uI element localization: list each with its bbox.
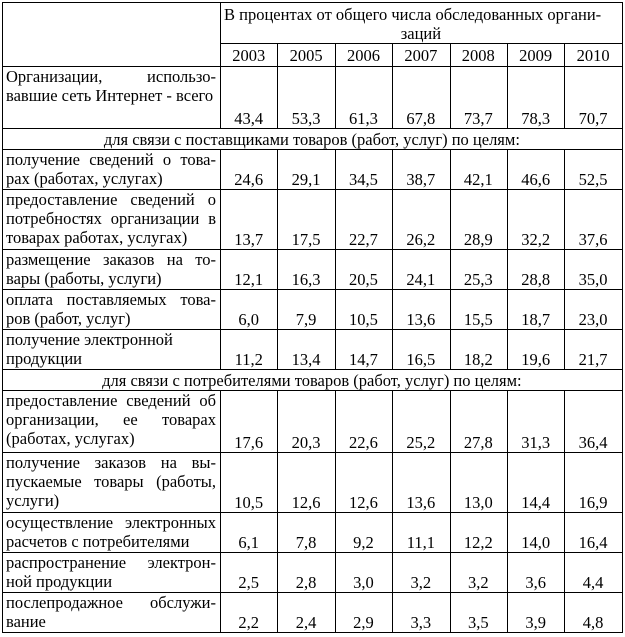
- cell-value: 10,5: [221, 453, 278, 513]
- cell-value: 3,6: [507, 553, 564, 593]
- cell-value: 16,9: [565, 453, 622, 513]
- row-label: получение сведений о това-рах (работах, услугах): [3, 150, 221, 190]
- section-heading-row: [3, 370, 623, 391]
- section-heading-row: [3, 129, 623, 150]
- cell-value: 3,5: [450, 593, 507, 633]
- table-row: [3, 290, 623, 330]
- cell-value: 6,1: [221, 513, 278, 553]
- row-label: осуществление электронных расчетов с потребителями: [3, 513, 221, 553]
- year-header: 2006: [335, 44, 392, 67]
- section-title-suppliers: для связи с поставщиками товаров (работ, услуг) по целям:: [3, 129, 623, 150]
- cell-value: 24,1: [393, 250, 450, 290]
- cell-value: 26,2: [393, 190, 450, 250]
- cell-value: 3,3: [393, 593, 450, 633]
- cell-value: 12,6: [278, 453, 335, 513]
- internet-usage-table: [2, 2, 623, 633]
- section-title-consumers: для связи с потребителями товаров (работ, услуг) по целям:: [3, 370, 623, 391]
- cell-value: 2,2: [221, 593, 278, 633]
- cell-value: 15,5: [450, 290, 507, 330]
- cell-value: 38,7: [393, 150, 450, 190]
- cell-value: 11,1: [393, 513, 450, 553]
- cell-value: 67,8: [393, 67, 450, 129]
- cell-value: 14,4: [507, 453, 564, 513]
- cell-value: 78,3: [507, 67, 564, 129]
- cell-value: 18,7: [507, 290, 564, 330]
- cell-value: 14,7: [335, 330, 392, 370]
- table-row: [3, 593, 623, 633]
- year-header: 2008: [450, 44, 507, 67]
- cell-value: 4,4: [565, 553, 622, 593]
- cell-value: 28,9: [450, 190, 507, 250]
- cell-value: 42,1: [450, 150, 507, 190]
- cell-value: 11,2: [221, 330, 278, 370]
- cell-value: 2,4: [278, 593, 335, 633]
- header-caption: [221, 3, 623, 44]
- cell-value: 7,8: [278, 513, 335, 553]
- cell-value: 3,0: [335, 553, 392, 593]
- cell-value: 12,2: [450, 513, 507, 553]
- table-row: [3, 391, 623, 453]
- cell-value: 23,0: [565, 290, 622, 330]
- cell-value: 7,9: [278, 290, 335, 330]
- cell-value: 16,3: [278, 250, 335, 290]
- cell-value: 52,5: [565, 150, 622, 190]
- table-row: [3, 190, 623, 250]
- cell-value: 4,8: [565, 593, 622, 633]
- cell-value: 16,4: [565, 513, 622, 553]
- table-row: [3, 330, 623, 370]
- cell-value: 12,1: [221, 250, 278, 290]
- cell-value: 19,6: [507, 330, 564, 370]
- cell-value: 3,9: [507, 593, 564, 633]
- cell-value: 13,0: [450, 453, 507, 513]
- table-row: [3, 150, 623, 190]
- header-caption-line2: заций: [400, 24, 442, 43]
- cell-value: 10,5: [335, 290, 392, 330]
- cell-value: 2,9: [335, 593, 392, 633]
- cell-value: 31,3: [507, 391, 564, 453]
- header-row: [3, 3, 623, 44]
- cell-value: 36,4: [565, 391, 622, 453]
- header-caption-line1: В процентах от общего числа обследованных органи-: [224, 5, 602, 24]
- cell-value: 12,6: [335, 453, 392, 513]
- cell-value: 53,3: [278, 67, 335, 129]
- cell-value: 35,0: [565, 250, 622, 290]
- row-label: предоставление сведений о потребностях организации в товарах работах, услугах): [3, 190, 221, 250]
- cell-value: 16,5: [393, 330, 450, 370]
- cell-value: 28,8: [507, 250, 564, 290]
- year-header: 2005: [278, 44, 335, 67]
- cell-value: 73,7: [450, 67, 507, 129]
- cell-value: 17,6: [221, 391, 278, 453]
- cell-value: 25,2: [393, 391, 450, 453]
- row-label: размещение заказов на то-вары (работы, услуги): [3, 250, 221, 290]
- year-header: 2009: [507, 44, 564, 67]
- row-label: предоставление сведений об организации, ее товарах (работах, услугах): [3, 391, 221, 453]
- table-row: [3, 513, 623, 553]
- year-header: 2010: [565, 44, 622, 67]
- row-label: Организации, использо-вавшие сеть Интернет - всего: [3, 67, 221, 129]
- cell-value: 70,7: [565, 67, 622, 129]
- corner-cell: [3, 3, 221, 67]
- cell-value: 3,2: [450, 553, 507, 593]
- cell-value: 37,6: [565, 190, 622, 250]
- cell-value: 18,2: [450, 330, 507, 370]
- cell-value: 32,2: [507, 190, 564, 250]
- cell-value: 22,7: [335, 190, 392, 250]
- cell-value: 2,8: [278, 553, 335, 593]
- cell-value: 61,3: [335, 67, 392, 129]
- cell-value: 25,3: [450, 250, 507, 290]
- cell-value: 29,1: [278, 150, 335, 190]
- row-label: распространение электрон-ной продукции: [3, 553, 221, 593]
- table-row: [3, 553, 623, 593]
- cell-value: 27,8: [450, 391, 507, 453]
- cell-value: 46,6: [507, 150, 564, 190]
- year-header: 2007: [393, 44, 450, 67]
- cell-value: 13,7: [221, 190, 278, 250]
- row-label: послепродажное обслужи-вание: [3, 593, 221, 633]
- cell-value: 21,7: [565, 330, 622, 370]
- table-row: [3, 250, 623, 290]
- row-label: оплата поставляемых това-ров (работ, услуг): [3, 290, 221, 330]
- cell-value: 6,0: [221, 290, 278, 330]
- cell-value: 20,5: [335, 250, 392, 290]
- cell-value: 3,2: [393, 553, 450, 593]
- cell-value: 13,4: [278, 330, 335, 370]
- cell-value: 20,3: [278, 391, 335, 453]
- year-header: 2003: [221, 44, 278, 67]
- cell-value: 9,2: [335, 513, 392, 553]
- cell-value: 22,6: [335, 391, 392, 453]
- cell-value: 2,5: [221, 553, 278, 593]
- cell-value: 24,6: [221, 150, 278, 190]
- cell-value: 43,4: [221, 67, 278, 129]
- table-row: [3, 453, 623, 513]
- table-row: [3, 67, 623, 129]
- cell-value: 14,0: [507, 513, 564, 553]
- cell-value: 34,5: [335, 150, 392, 190]
- cell-value: 13,6: [393, 290, 450, 330]
- row-label: получение заказов на вы-пускаемые товары (работы, услуги): [3, 453, 221, 513]
- cell-value: 13,6: [393, 453, 450, 513]
- row-label: получение электронной продукции: [3, 330, 221, 370]
- cell-value: 17,5: [278, 190, 335, 250]
